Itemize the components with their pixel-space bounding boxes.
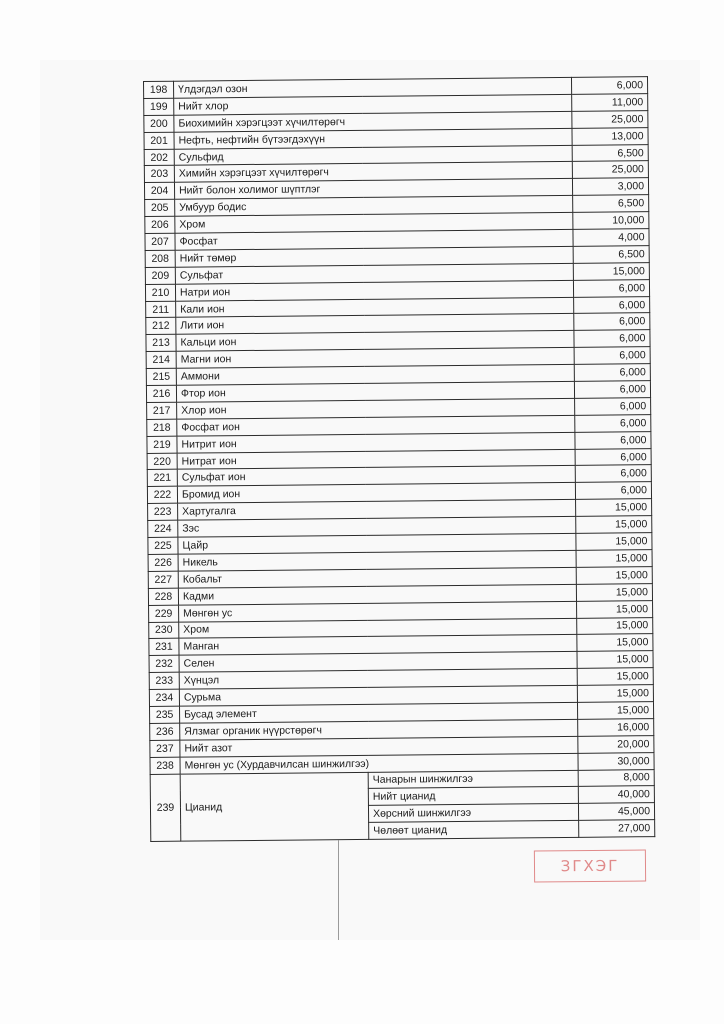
row-price: 15,000 (577, 685, 653, 703)
row-price: 6,500 (573, 246, 649, 264)
row-number: 206 (145, 216, 175, 233)
row-price: 3,000 (572, 178, 648, 196)
row-name: Нийт азот (180, 736, 578, 757)
row-price: 6,500 (572, 144, 648, 162)
row-name: Фосфат (175, 229, 573, 250)
row-name: Сульфат ион (177, 466, 575, 487)
row-name: Сурьма (179, 685, 577, 706)
sub-analysis-label: Чанарын шинжилгээ (368, 770, 578, 789)
row-number: 220 (147, 453, 177, 470)
row-name: Фосфат ион (177, 415, 575, 436)
row-price: 6,000 (575, 414, 651, 432)
row-number: 213 (146, 335, 176, 352)
row-number: 203 (144, 166, 174, 183)
row-number: 202 (144, 149, 174, 166)
row-number: 201 (144, 132, 174, 149)
row-number: 237 (150, 740, 180, 757)
row-name: Манган (179, 635, 577, 656)
row-name: Сульфид (174, 145, 572, 166)
row-name: Нитрит ион (177, 432, 575, 453)
row-number: 224 (148, 520, 178, 537)
row-price: 40,000 (578, 786, 654, 804)
row-price: 15,000 (573, 262, 649, 280)
row-price: 45,000 (578, 803, 654, 821)
row-name: Лити ион (176, 314, 574, 335)
row-name: Нийт болон холимог шүптлэг (174, 179, 572, 200)
row-name: Хартугалга (178, 500, 576, 521)
row-price: 15,000 (576, 499, 652, 517)
row-name: Үлдэгдэл озон (174, 77, 572, 98)
row-name: Цианид (180, 772, 369, 841)
row-number: 216 (146, 385, 176, 402)
row-name: Нийт төмөр (175, 246, 573, 267)
row-price: 20,000 (578, 735, 654, 753)
row-number: 204 (144, 183, 174, 200)
row-price: 6,000 (575, 465, 651, 483)
row-name: Селен (179, 652, 577, 673)
row-number: 222 (147, 487, 177, 504)
row-price: 6,000 (574, 347, 650, 365)
row-price: 15,000 (576, 516, 652, 534)
row-number: 221 (147, 470, 177, 487)
row-price: 6,000 (574, 330, 650, 348)
row-number: 227 (148, 571, 178, 588)
row-name: Кобальт (178, 567, 576, 588)
row-price: 15,000 (577, 702, 653, 720)
row-price: 8,000 (578, 769, 654, 787)
row-name: Хүнцэл (179, 669, 577, 690)
price-table (143, 76, 655, 842)
row-number: 234 (149, 689, 179, 706)
row-name: Ялзмаг органик нүүрстөрөгч (180, 719, 578, 740)
row-number: 217 (147, 402, 177, 419)
row-number: 198 (144, 81, 174, 98)
row-name: Никель (178, 550, 576, 571)
row-name: Фтор ион (176, 381, 574, 402)
row-number: 218 (147, 419, 177, 436)
row-name: Кали ион (176, 297, 574, 318)
row-name: Хлор ион (177, 398, 575, 419)
row-name: Кадми (178, 584, 576, 605)
row-number: 208 (145, 250, 175, 267)
row-number: 214 (146, 351, 176, 368)
sub-analysis-label: Хөрсний шинжилгээ (368, 804, 578, 823)
row-price: 6,000 (574, 296, 650, 314)
row-number: 225 (148, 537, 178, 554)
row-price: 15,000 (577, 617, 653, 635)
row-price: 4,000 (573, 229, 649, 247)
row-name: Зэс (178, 517, 576, 538)
row-number: 210 (145, 284, 175, 301)
row-name: Хром (179, 618, 577, 639)
row-name: Мөнгөн ус (Хурдавчилсан шинжилгээ) (180, 753, 578, 774)
row-price: 27,000 (579, 820, 655, 838)
cyanide-block (150, 769, 655, 841)
row-price: 13,000 (572, 127, 648, 145)
row-price: 15,000 (576, 566, 652, 584)
row-name: Биохимийн хэрэгцээт хүчилтөрөгч (174, 111, 572, 132)
row-number: 231 (149, 639, 179, 656)
row-price: 25,000 (572, 110, 648, 128)
row-price: 15,000 (577, 600, 653, 618)
row-name: Нийт хлор (174, 94, 572, 115)
row-name: Химийн хэрэгцээт хүчилтөрөгч (174, 162, 572, 183)
row-price: 15,000 (576, 533, 652, 551)
row-price: 6,000 (575, 448, 651, 466)
row-price: 15,000 (577, 668, 653, 686)
row-name: Цайр (178, 533, 576, 554)
row-number: 199 (144, 98, 174, 115)
row-number: 239 (150, 774, 181, 842)
row-number: 223 (148, 503, 178, 520)
row-price: 6,000 (575, 398, 651, 416)
row-price: 11,000 (572, 94, 648, 112)
row-number: 236 (150, 723, 180, 740)
row-price: 6,000 (574, 381, 650, 399)
row-number: 219 (147, 436, 177, 453)
row-name: Аммони (176, 365, 574, 386)
row-number: 235 (150, 706, 180, 723)
row-number: 211 (146, 301, 176, 318)
price-table-body (144, 77, 655, 774)
sub-analysis-label: Чөлөөт цианид (369, 821, 579, 840)
row-price: 6,500 (573, 195, 649, 213)
row-number: 200 (144, 115, 174, 132)
row-price: 6,000 (574, 313, 650, 331)
row-number: 226 (148, 554, 178, 571)
row-number: 230 (149, 622, 179, 639)
row-name: Сульфат (175, 263, 573, 284)
row-price: 15,000 (576, 550, 652, 568)
row-number: 212 (146, 318, 176, 335)
row-price: 30,000 (578, 752, 654, 770)
row-price: 15,000 (577, 634, 653, 652)
sub-analysis-label: Нийт цианид (368, 787, 578, 806)
row-price: 16,000 (578, 718, 654, 736)
row-price: 15,000 (576, 583, 652, 601)
row-price: 15,000 (577, 651, 653, 669)
row-number: 207 (145, 233, 175, 250)
row-number: 232 (149, 655, 179, 672)
row-number: 229 (149, 605, 179, 622)
row-price: 6,000 (575, 482, 651, 500)
row-name: Нефть, нефтийн бүтээгдэхүүн (174, 128, 572, 149)
row-name: Нитрат ион (177, 449, 575, 470)
row-name: Кальци ион (176, 331, 574, 352)
row-name: Бромид ион (177, 483, 575, 504)
row-number: 238 (150, 757, 180, 774)
row-number: 215 (146, 368, 176, 385)
row-price: 10,000 (573, 212, 649, 230)
row-price: 25,000 (572, 161, 648, 179)
row-name: Умбуур бодис (175, 196, 573, 217)
row-number: 205 (145, 199, 175, 216)
row-number: 233 (149, 672, 179, 689)
row-name: Мөнгөн ус (179, 601, 577, 622)
row-name: Натри ион (175, 280, 573, 301)
row-price: 6,000 (574, 364, 650, 382)
row-name: Бусад элемент (180, 702, 578, 723)
row-price: 6,000 (573, 279, 649, 297)
page-fold-line (338, 840, 339, 940)
row-name: Хром (175, 213, 573, 234)
row-number: 228 (148, 588, 178, 605)
row-name: Магни ион (176, 348, 574, 369)
row-price: 6,000 (575, 431, 651, 449)
row-price: 6,000 (571, 77, 647, 95)
row-number: 209 (145, 267, 175, 284)
stamp: ЗГХЭГ (534, 850, 646, 883)
